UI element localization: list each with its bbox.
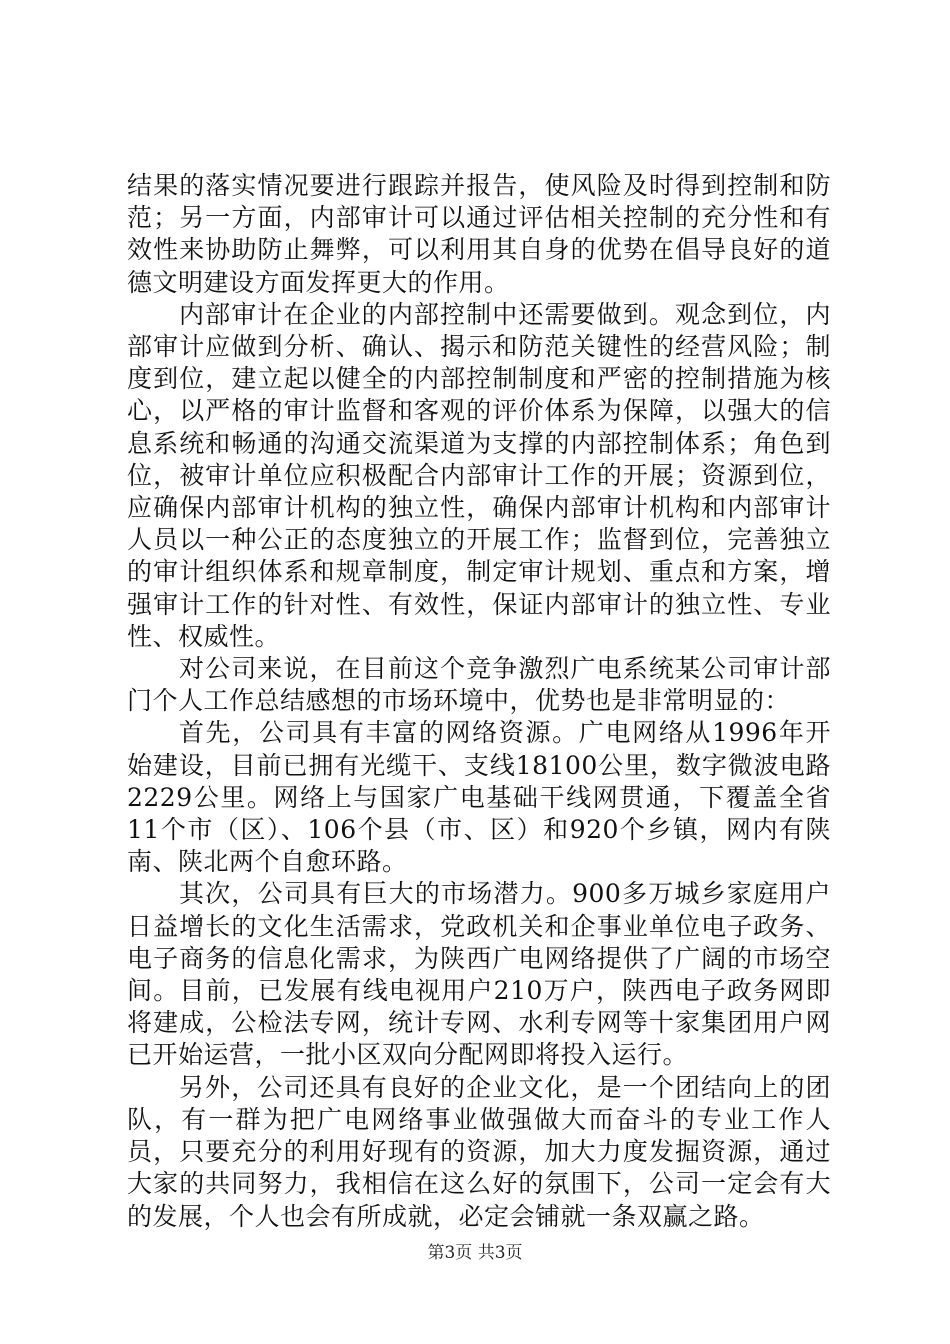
paragraph-corporate-culture: 另外，公司还具有良好的企业文化，是一个团结向上的团队，有一群为把广电网络事业做强做大而奋斗的专业工作人员，只要充分的利用好现有的资源，加大力度发掘资源，通过大家的共同努力，我相信在这么好的氛围下，公司一定会有大的发展，个人也会有所成就，必定会铺就一条双赢之路。 — [127, 1072, 831, 1231]
paragraph-company-advantages-intro: 对公司来说，在目前这个竞争激烈广电系统某公司审计部门个人工作总结感想的市场环境中，优势也是非常明显的： — [127, 654, 831, 716]
paragraph-continuation: 结果的落实情况要进行跟踪并报告，使风险及时得到控制和防范；另一方面，内部审计可以通过评估相关控制的充分性和有效性来协助防止舞弊，可以利用其自身的优势在倡导良好的道德文明建设方面发挥更大的作用。 — [127, 171, 831, 297]
document-body — [127, 170, 831, 1233]
paragraph-market-potential: 其次，公司具有巨大的市场潜力。900多万城乡家庭用户日益增长的文化生活需求，党政机关和企事业单位电子政务、电子商务的信息化需求，为陕西广电网络提供了广阔的市场空间。目前，已发展有线电视用户210万户，陕西电子政务网即将建成，公检法专网，统计专网、水利专网等十家集团用户网已开始运营，一批小区双向分配网即将投入运行。 — [127, 879, 831, 1070]
paragraph-network-resources: 首先，公司具有丰富的网络资源。广电网络从1996年开始建设，目前已拥有光缆干、支线18100公里，数字微波电路2229公里。网络上与国家广电基础干线网贯通，下覆盖全省11个市（区）、106个县（市、区）和920个乡镇，网内有陕南、陕北两个自愈环路。 — [127, 718, 831, 877]
paragraph-internal-audit-requirements: 内部审计在企业的内部控制中还需要做到。观念到位，内部审计应做到分析、确认、揭示和防范关键性的经营风险；制度到位，建立起以健全的内部控制制度和严密的控制措施为核心，以严格的审计监督和客观的评价体系为保障，以强大的信息系统和畅通的沟通交流渠道为支撑的内部控制体系；角色到位，被审计单位应积极配合内部审计工作的开展；资源到位，应确保内部审计机构的独立性，确保内部审计机构和内部审计人员以一种公正的态度独立的开展工作；监督到位，完善独立的审计组织体系和规章制度，制定审计规划、重点和方案，增强审计工作的针对性、有效性，保证内部审计的独立性、专业性、权威性。 — [127, 299, 831, 651]
page-footer: 第3页 共3页 — [427, 1243, 523, 1263]
